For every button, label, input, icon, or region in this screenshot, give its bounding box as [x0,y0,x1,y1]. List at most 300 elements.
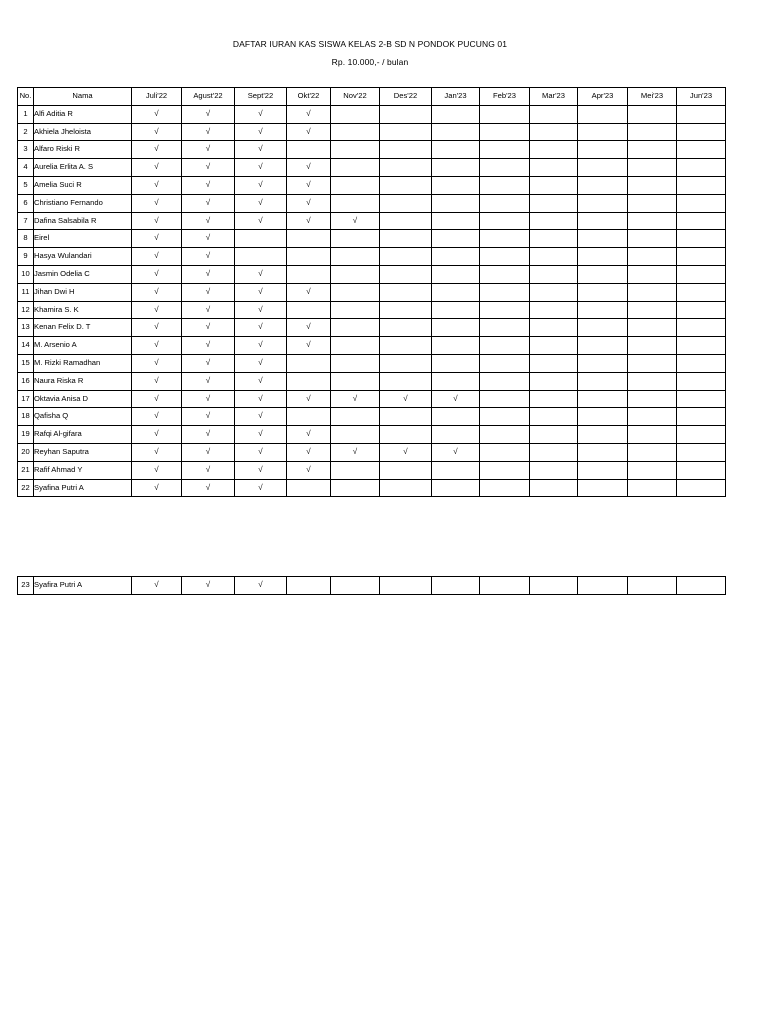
col-header-month: Sept'22 [235,88,287,106]
empty-cell [432,123,480,141]
empty-cell [578,301,628,319]
paid-check-mark: √ [182,426,235,444]
empty-cell [578,354,628,372]
table-row [18,159,726,177]
empty-cell [530,212,578,230]
row-number: 3 [18,141,34,159]
empty-cell [628,390,677,408]
empty-cell [432,159,480,177]
paid-check-mark: √ [331,390,380,408]
table-row [18,212,726,230]
empty-cell [628,212,677,230]
empty-cell [432,372,480,390]
student-name: Aurelia Erlita A. S [34,159,132,177]
empty-cell [480,426,530,444]
empty-cell [628,105,677,123]
empty-cell [432,461,480,479]
table-row [18,319,726,337]
empty-cell [530,408,578,426]
empty-cell [480,408,530,426]
empty-cell [432,248,480,266]
empty-cell [530,123,578,141]
row-number: 18 [18,408,34,426]
paid-check-mark: √ [132,194,182,212]
student-name: Amelia Suci R [34,176,132,194]
paid-check-mark: √ [380,390,432,408]
paid-check-mark: √ [182,105,235,123]
paid-check-mark: √ [182,141,235,159]
paid-check-mark: √ [182,283,235,301]
empty-cell [380,337,432,355]
paid-check-mark: √ [182,479,235,497]
col-header-month: Feb'23 [480,88,530,106]
paid-check-mark: √ [235,301,287,319]
empty-cell [480,461,530,479]
empty-cell [287,141,331,159]
row-number: 9 [18,248,34,266]
empty-cell [578,426,628,444]
empty-cell [530,461,578,479]
empty-cell [287,265,331,283]
empty-cell [578,461,628,479]
row-number: 15 [18,354,34,372]
empty-cell [677,337,726,355]
empty-cell [480,123,530,141]
empty-cell [480,390,530,408]
row-number: 23 [18,577,34,595]
empty-cell [578,337,628,355]
empty-cell [578,159,628,177]
empty-cell [677,408,726,426]
paid-check-mark: √ [287,319,331,337]
col-header-month: Nov'22 [331,88,380,106]
empty-cell [432,577,480,595]
empty-cell [677,212,726,230]
empty-cell [628,265,677,283]
empty-cell [677,390,726,408]
paid-check-mark: √ [287,194,331,212]
empty-cell [331,337,380,355]
paid-check-mark: √ [132,230,182,248]
empty-cell [331,301,380,319]
paid-check-mark: √ [287,212,331,230]
empty-cell [578,105,628,123]
paid-check-mark: √ [132,176,182,194]
paid-check-mark: √ [132,479,182,497]
empty-cell [677,319,726,337]
empty-cell [530,426,578,444]
paid-check-mark: √ [182,212,235,230]
empty-cell [578,123,628,141]
empty-cell [628,479,677,497]
paid-check-mark: √ [132,248,182,266]
empty-cell [331,408,380,426]
header-row [18,88,726,106]
empty-cell [530,479,578,497]
empty-cell [331,248,380,266]
table-row [18,443,726,461]
paid-check-mark: √ [287,390,331,408]
paid-check-mark: √ [235,390,287,408]
empty-cell [331,141,380,159]
empty-cell [677,194,726,212]
paid-check-mark: √ [132,265,182,283]
empty-cell [380,577,432,595]
empty-cell [331,176,380,194]
paid-check-mark: √ [182,176,235,194]
row-number: 8 [18,230,34,248]
empty-cell [480,319,530,337]
paid-check-mark: √ [182,159,235,177]
empty-cell [380,301,432,319]
table-row [18,408,726,426]
empty-cell [380,194,432,212]
empty-cell [628,301,677,319]
table-row [18,123,726,141]
empty-cell [677,159,726,177]
empty-cell [628,372,677,390]
row-number: 13 [18,319,34,337]
empty-cell [480,301,530,319]
paid-check-mark: √ [235,265,287,283]
empty-cell [677,230,726,248]
student-name: Khamira S. K [34,301,132,319]
empty-cell [677,372,726,390]
table-row [18,390,726,408]
table-row [18,230,726,248]
table-row [18,479,726,497]
paid-check-mark: √ [182,265,235,283]
table-row [18,105,726,123]
table-row [18,176,726,194]
paid-check-mark: √ [235,443,287,461]
empty-cell [578,577,628,595]
paid-check-mark: √ [132,319,182,337]
row-number: 12 [18,301,34,319]
paid-check-mark: √ [132,461,182,479]
table-row [18,372,726,390]
empty-cell [530,372,578,390]
dues-table [17,87,726,497]
row-number: 2 [18,123,34,141]
row-number: 22 [18,479,34,497]
student-name: Syafira Putri A [34,577,132,595]
paid-check-mark: √ [132,301,182,319]
empty-cell [628,354,677,372]
empty-cell [287,479,331,497]
student-name: Rafif Ahmad Y [34,461,132,479]
empty-cell [480,337,530,355]
dues-table-continued [17,576,726,595]
paid-check-mark: √ [235,141,287,159]
paid-check-mark: √ [182,194,235,212]
student-name: Oktavia Anisa D [34,390,132,408]
empty-cell [432,426,480,444]
empty-cell [628,319,677,337]
empty-cell [331,461,380,479]
student-name: Naura Riska R [34,372,132,390]
empty-cell [287,577,331,595]
empty-cell [530,283,578,301]
paid-check-mark: √ [235,354,287,372]
paid-check-mark: √ [287,159,331,177]
row-number: 4 [18,159,34,177]
table-row [18,337,726,355]
row-number: 7 [18,212,34,230]
col-header-month: Mar'23 [530,88,578,106]
empty-cell [530,337,578,355]
empty-cell [628,123,677,141]
empty-cell [331,105,380,123]
empty-cell [530,105,578,123]
paid-check-mark: √ [132,354,182,372]
empty-cell [677,283,726,301]
student-name: Jasmin Odelia C [34,265,132,283]
empty-cell [380,265,432,283]
empty-cell [432,479,480,497]
table-row [18,194,726,212]
empty-cell [287,354,331,372]
empty-cell [380,479,432,497]
empty-cell [380,123,432,141]
empty-cell [677,577,726,595]
empty-cell [380,230,432,248]
empty-cell [432,141,480,159]
paid-check-mark: √ [235,176,287,194]
col-header-name: Nama [34,88,132,106]
paid-check-mark: √ [235,283,287,301]
student-name: M. Arsenio A [34,337,132,355]
empty-cell [578,248,628,266]
row-number: 11 [18,283,34,301]
paid-check-mark: √ [132,577,182,595]
empty-cell [432,319,480,337]
empty-cell [628,426,677,444]
empty-cell [380,105,432,123]
paid-check-mark: √ [182,372,235,390]
empty-cell [677,123,726,141]
empty-cell [530,265,578,283]
empty-cell [432,265,480,283]
empty-cell [287,408,331,426]
paid-check-mark: √ [235,212,287,230]
empty-cell [432,212,480,230]
row-number: 17 [18,390,34,408]
empty-cell [331,354,380,372]
empty-cell [432,176,480,194]
paid-check-mark: √ [432,443,480,461]
paid-check-mark: √ [132,337,182,355]
paid-check-mark: √ [182,301,235,319]
empty-cell [677,265,726,283]
empty-cell [628,141,677,159]
table-row [18,426,726,444]
paid-check-mark: √ [182,443,235,461]
empty-cell [480,105,530,123]
paid-check-mark: √ [287,123,331,141]
paid-check-mark: √ [235,372,287,390]
paid-check-mark: √ [432,390,480,408]
empty-cell [530,230,578,248]
empty-cell [380,354,432,372]
table-row [18,248,726,266]
paid-check-mark: √ [132,408,182,426]
empty-cell [530,577,578,595]
table-row [18,141,726,159]
empty-cell [287,301,331,319]
paid-check-mark: √ [182,319,235,337]
table-row [18,301,726,319]
empty-cell [530,159,578,177]
student-name: Christiano Fernando [34,194,132,212]
empty-cell [380,159,432,177]
paid-check-mark: √ [182,408,235,426]
empty-cell [628,577,677,595]
paid-check-mark: √ [132,141,182,159]
empty-cell [432,408,480,426]
student-name: Akhiela Jheloista [34,123,132,141]
empty-cell [380,372,432,390]
paid-check-mark: √ [235,461,287,479]
student-name: Jihan Dwi H [34,283,132,301]
empty-cell [530,319,578,337]
empty-cell [628,337,677,355]
paid-check-mark: √ [182,337,235,355]
empty-cell [432,283,480,301]
paid-check-mark: √ [235,408,287,426]
empty-cell [578,319,628,337]
paid-check-mark: √ [132,283,182,301]
empty-cell [432,301,480,319]
empty-cell [578,265,628,283]
empty-cell [677,426,726,444]
paid-check-mark: √ [132,123,182,141]
col-header-month: Okt'22 [287,88,331,106]
table-row [18,265,726,283]
empty-cell [578,479,628,497]
empty-cell [628,159,677,177]
paid-check-mark: √ [132,105,182,123]
empty-cell [380,141,432,159]
empty-cell [480,265,530,283]
empty-cell [432,194,480,212]
empty-cell [235,248,287,266]
paid-check-mark: √ [287,337,331,355]
row-number: 21 [18,461,34,479]
empty-cell [677,301,726,319]
paid-check-mark: √ [182,354,235,372]
paid-check-mark: √ [287,426,331,444]
empty-cell [331,283,380,301]
col-header-month: Mei'23 [628,88,677,106]
col-header-no: No. [18,88,34,106]
empty-cell [331,194,380,212]
table-row [18,283,726,301]
row-number: 1 [18,105,34,123]
empty-cell [287,372,331,390]
paid-check-mark: √ [287,105,331,123]
col-header-month: Des'22 [380,88,432,106]
paid-check-mark: √ [331,443,380,461]
paid-check-mark: √ [182,390,235,408]
student-name: Eirel [34,230,132,248]
paid-check-mark: √ [235,577,287,595]
empty-cell [677,105,726,123]
paid-check-mark: √ [235,337,287,355]
row-number: 14 [18,337,34,355]
empty-cell [677,354,726,372]
empty-cell [578,230,628,248]
empty-cell [432,230,480,248]
paid-check-mark: √ [132,390,182,408]
empty-cell [578,194,628,212]
table-row [18,577,726,595]
empty-cell [530,248,578,266]
student-name: Rafqi Al-gifara [34,426,132,444]
empty-cell [578,212,628,230]
empty-cell [331,319,380,337]
empty-cell [480,372,530,390]
row-number: 16 [18,372,34,390]
empty-cell [480,248,530,266]
empty-cell [331,123,380,141]
paid-check-mark: √ [380,443,432,461]
empty-cell [578,390,628,408]
empty-cell [380,426,432,444]
empty-cell [432,354,480,372]
student-name: Kenan Felix D. T [34,319,132,337]
empty-cell [530,443,578,461]
paid-check-mark: √ [132,426,182,444]
empty-cell [628,283,677,301]
sheet-subtitle: Rp. 10.000,- / bulan [331,57,409,67]
empty-cell [677,479,726,497]
empty-cell [380,248,432,266]
empty-cell [331,426,380,444]
empty-cell [331,265,380,283]
empty-cell [380,176,432,194]
empty-cell [480,479,530,497]
empty-cell [628,443,677,461]
paid-check-mark: √ [235,319,287,337]
paid-check-mark: √ [235,159,287,177]
empty-cell [380,461,432,479]
col-header-month: Jun'23 [677,88,726,106]
row-number: 6 [18,194,34,212]
empty-cell [480,443,530,461]
empty-cell [677,248,726,266]
empty-cell [480,212,530,230]
paid-check-mark: √ [182,123,235,141]
empty-cell [677,461,726,479]
row-number: 5 [18,176,34,194]
student-name: Hasya Wulandari [34,248,132,266]
empty-cell [432,105,480,123]
paid-check-mark: √ [132,159,182,177]
empty-cell [331,159,380,177]
student-name: Reyhan Saputra [34,443,132,461]
paid-check-mark: √ [182,577,235,595]
paid-check-mark: √ [132,212,182,230]
empty-cell [578,443,628,461]
paid-check-mark: √ [235,123,287,141]
student-name: Syafina Putri A [34,479,132,497]
empty-cell [480,577,530,595]
student-name: Qafisha Q [34,408,132,426]
empty-cell [480,194,530,212]
empty-cell [287,248,331,266]
empty-cell [530,301,578,319]
